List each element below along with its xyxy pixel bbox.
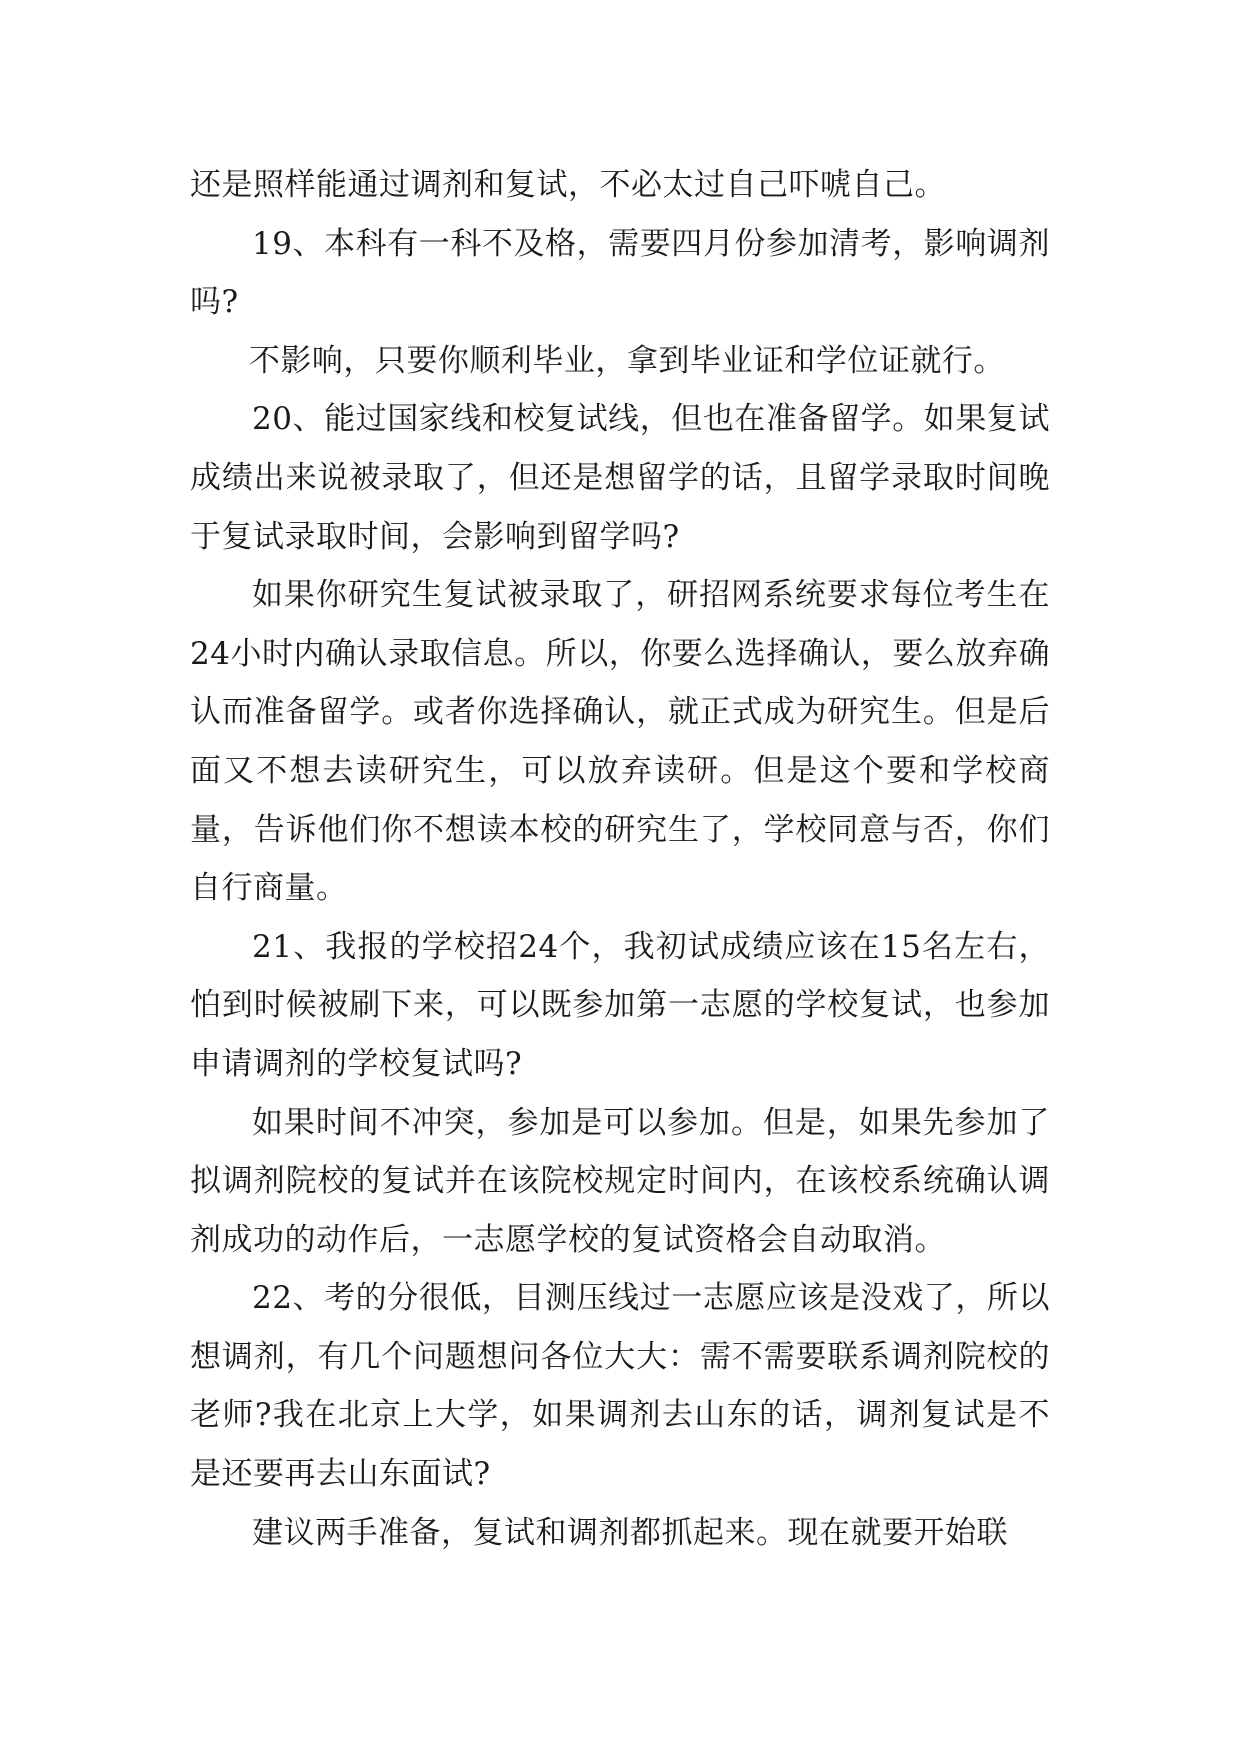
question-19: 19、本科有一科不及格，需要四月份参加清考，影响调剂吗? bbox=[190, 225, 1050, 321]
question-20: 20、能过国家线和校复试线，但也在准备留学。如果复试成绩出来说被录取了，但还是想留学的话，且留学录取时间晚于复试录取时间，会影响到留学吗? bbox=[190, 401, 1050, 555]
answer-21: 如果时间不冲突，参加是可以参加。但是，如果先参加了拟调剂院校的复试并在该院校规定时间内，在该校系统确认调剂成功的动作后，一志愿学校的复试资格会自动取消。 bbox=[190, 1104, 1050, 1258]
question-22: 22、考的分很低，目测压线过一志愿应该是没戏了，所以想调剂，有几个问题想问各位大大：需不需要联系调剂院校的老师?我在北京上大学，如果调剂去山东的话，调剂复试是不是还要再去山东面试? bbox=[190, 1280, 1050, 1493]
answer-19: 不影响，只要你顺利毕业，拿到毕业证和学位证就行。 bbox=[248, 342, 1005, 379]
answer-22: 建议两手准备，复试和调剂都抓起来。现在就要开始联 bbox=[252, 1514, 1008, 1551]
paragraph-continuation: 还是照样能通过调剂和复试，不必太过自己吓唬自己。 bbox=[190, 167, 946, 203]
answer-20: 如果你研究生复试被录取了，研招网系统要求每位考生在24小时内确认录取信息。所以，你要么选择确认，要么放弃确认而准备留学。或者你选择确认，就正式成为研究生。但是后面又不想去读研究生，可以放弃读研。但是这个要和学校商量，告诉他们你不想读本校的研究生了，学校同意与否，你们自行商量。 bbox=[190, 577, 1050, 907]
question-21: 21、我报的学校招24个，我初试成绩应该在15名左右，怕到时候被刷下来，可以既参加第一志愿的学校复试，也参加申请调剂的学校复试吗? bbox=[190, 928, 1050, 1082]
document-body bbox=[190, 156, 1050, 1562]
